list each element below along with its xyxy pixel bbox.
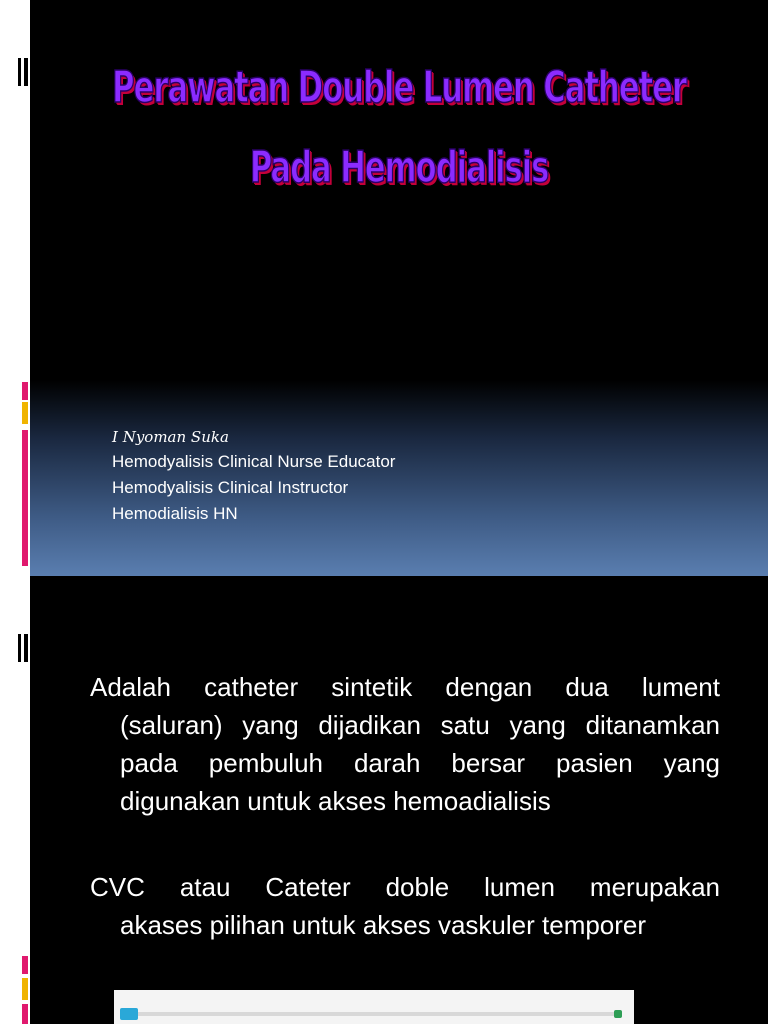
author-panel (30, 380, 768, 576)
author-name: I Nyoman Suka (112, 428, 229, 446)
author-role: Hemodialisis HN (112, 504, 238, 523)
definition-slide (30, 576, 768, 1024)
paragraph-first-line: Adalah catheter sintetik dengan dua lument (90, 672, 720, 702)
catheter-tube-icon (138, 1012, 618, 1016)
accent-bar-pink (22, 382, 28, 400)
slide-marker (18, 634, 28, 662)
accent-bar-pink (22, 1004, 28, 1024)
accent-bar-pink (22, 956, 28, 974)
catheter-image (114, 990, 634, 1024)
cvc-paragraph (90, 868, 720, 944)
accent-bar-yellow (22, 978, 28, 1000)
slide-thumbnail-strip (0, 0, 30, 1024)
accent-bar-yellow (22, 402, 28, 424)
catheter-tip-icon (614, 1010, 622, 1018)
catheter-hub-icon (120, 1008, 138, 1020)
author-role: Hemodyalisis Clinical Instructor (112, 478, 349, 497)
title-slide (30, 0, 768, 576)
paragraph-continuation: akases pilihan untuk akses vaskuler temporer (120, 910, 647, 940)
paragraph-continuation: (saluran) yang dijadikan satu yang ditanamkan pada pembuluh darah bersar pasien yang digunakan untuk akses hemoadialisis (120, 710, 720, 816)
paragraph-first-line: CVC atau Cateter doble lumen merupakan (90, 872, 720, 902)
definition-paragraph (90, 668, 720, 820)
slide-title-line-1: Perawatan Double Lumen Catheter (112, 62, 686, 113)
slide-marker (18, 58, 28, 86)
author-role: Hemodyalisis Clinical Nurse Educator (112, 452, 396, 471)
accent-bar-pink (22, 430, 28, 566)
slide-title-line-2: Pada Hemodialisis (249, 142, 549, 193)
